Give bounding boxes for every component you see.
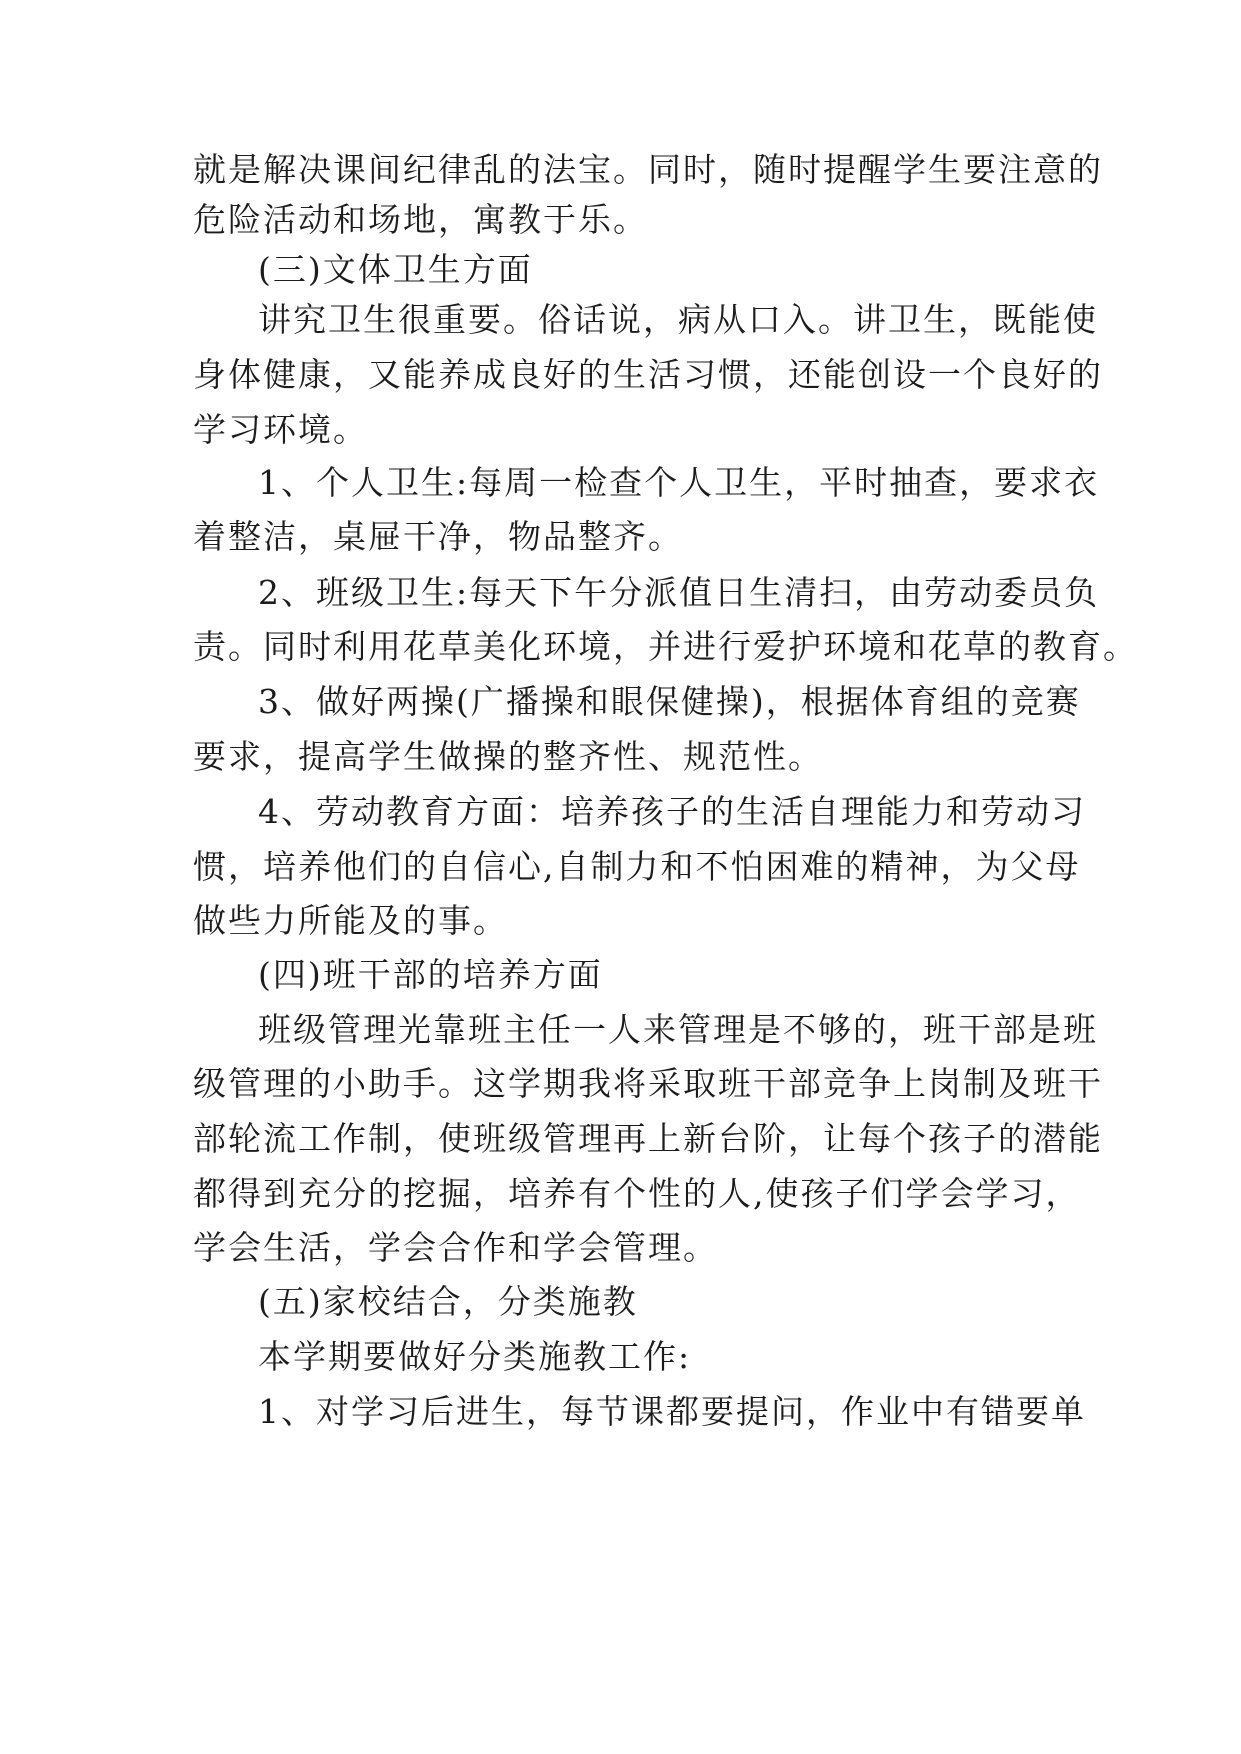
text-line: 着整洁，桌屉干净，物品整齐。 [193,517,683,556]
text-line: 学会生活，学会合作和学会管理。 [193,1228,718,1267]
text-line: 3、做好两操(广播操和眼保健操)，根据体育组的竞赛 [258,682,1081,721]
text-line: 身体健康，又能养成良好的生活习惯，还能创设一个良好的 [193,355,1103,394]
text-line: 要求，提高学生做操的整齐性、规范性。 [193,737,823,776]
section-heading: (三)文体卫生方面 [258,250,533,289]
section-heading: (五)家校结合，分类施教 [258,1282,638,1321]
text-line: 1、对学习后进生，每节课都要提问，作业中有错要单 [258,1392,1086,1431]
text-line: 1、个人卫生:每周一检查个人卫生，平时抽查，要求衣 [258,463,1100,502]
text-line: 级管理的小助手。这学期我将采取班干部竞争上岗制及班干 [193,1064,1103,1103]
text-line: 惯，培养他们的自信心,自制力和不怕困难的精神，为父母 [193,847,1081,886]
text-line: 讲究卫生很重要。俗话说，病从口入。讲卫生，既能使 [258,300,1098,339]
text-line: 学习环境。 [193,410,368,449]
section-heading: (四)班干部的培养方面 [258,955,603,994]
text-line: 班级管理光靠班主任一人来管理是不够的，班干部是班 [258,1010,1098,1049]
text-line: 就是解决课间纪律乱的法宝。同时，随时提醒学生要注意的 [193,150,1103,189]
text-line: 4、劳动教育方面：培养孩子的生活自理能力和劳动习 [258,792,1086,831]
text-line: 2、班级卫生:每天下午分派值日生清扫，由劳动委员负 [258,573,1100,612]
text-line: 本学期要做好分类施教工作: [258,1337,692,1376]
text-line: 部轮流工作制，使班级管理再上新台阶，让每个孩子的潜能 [193,1119,1103,1158]
text-line: 危险活动和场地，寓教于乐。 [193,200,648,239]
text-line: 责。同时利用花草美化环境，并进行爱护环境和花草的教育。 [193,627,1138,666]
text-line: 都得到充分的挖掘，培养有个性的人,使孩子们学会学习， [193,1174,1081,1213]
text-line: 做些力所能及的事。 [193,901,508,940]
